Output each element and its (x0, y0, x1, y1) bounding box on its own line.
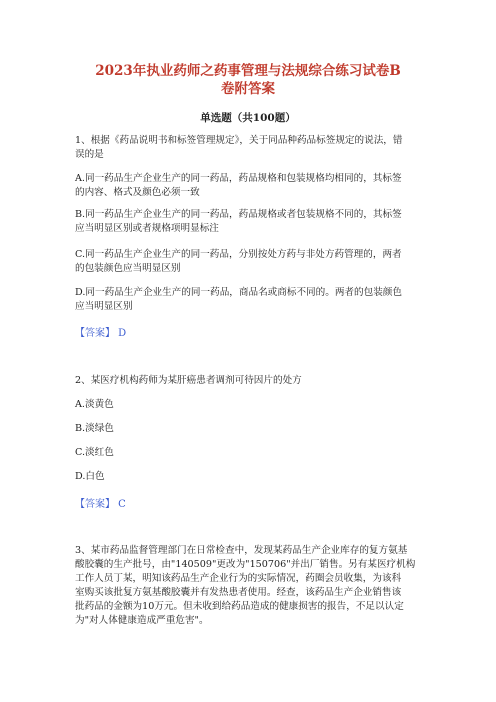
question-1-option-a-line-1: A.同一药品生产企业生产的同一药品，药品规格和包装规格均相同的，其标签 (75, 173, 402, 184)
question-3-stem-line-4: 室购买该批复方氨基酸胶囊并有发热患者使用。经查，该药品生产企业销售该 (75, 587, 402, 598)
question-3-stem-line-1: 3、某市药品监督管理部门在日常检查中，发现某药品生产企业库存的复方氨基 (75, 545, 408, 556)
question-3-stem-line-6: 为"对人体健康造成严重危害"。 (75, 615, 209, 626)
question-2-option-c: C.淡红色 (75, 447, 114, 458)
question-1-answer: 【答案】 D (75, 328, 127, 339)
question-3-stem-line-2: 酸胶囊的生产批号，由"140509"更改为"150706"并出厂销售。另有某医疗机构 (75, 559, 416, 570)
question-1-option-c-line-2: 的包装颜色应当明显区别 (75, 263, 181, 274)
question-2-answer: 【答案】 C (75, 499, 126, 510)
document-title-line-2: 卷附答案 (221, 81, 275, 97)
question-1-option-b-line-1: B.同一药品生产企业生产的同一药品，药品规格或者包装规格不同的，其标签 (75, 209, 402, 220)
question-1-option-d-line-2: 应当明显区别 (75, 301, 133, 312)
question-3-stem-line-5: 批药品的金额为10万元。但未收到给药品造成的健康损害的报告，不足以认定 (75, 601, 404, 612)
question-1-stem-line-1: 1、根据《药品说明书和标签管理规定》，关于同品种药品标签规定的说法，错 (75, 135, 403, 146)
question-2-option-d: D.白色 (75, 471, 105, 482)
question-1-option-b-line-2: 应当明显区别或者规格项明显标注 (75, 223, 219, 234)
question-1-option-d-line-1: D.同一药品生产企业生产的同一药品，商品名或商标不同的。两者的包装颜色 (75, 287, 402, 298)
question-1-stem-line-2: 误的是 (75, 149, 104, 160)
question-3-stem-line-3: 工作人员丁某，明知该药品生产企业行为的实际情况，药圈会员收集，为该科 (75, 573, 402, 584)
question-1-option-c-line-1: C.同一药品生产企业生产的同一药品，分别按处方药与非处方药管理的，两者 (75, 249, 402, 260)
question-2-option-b: B.淡绿色 (75, 423, 114, 434)
question-2-option-a: A.淡黄色 (75, 399, 114, 410)
document-title-line-1: 2023年执业药师之药事管理与法规综合练习试卷B (95, 63, 401, 79)
section-heading: 单选题（共100题） (200, 112, 296, 124)
question-1-option-a-line-2: 的内容、格式及颜色必须一致 (75, 187, 200, 198)
question-2-stem-line-1: 2、某医疗机构药师为某肝癌患者调剂可待因片的处方 (75, 375, 302, 386)
